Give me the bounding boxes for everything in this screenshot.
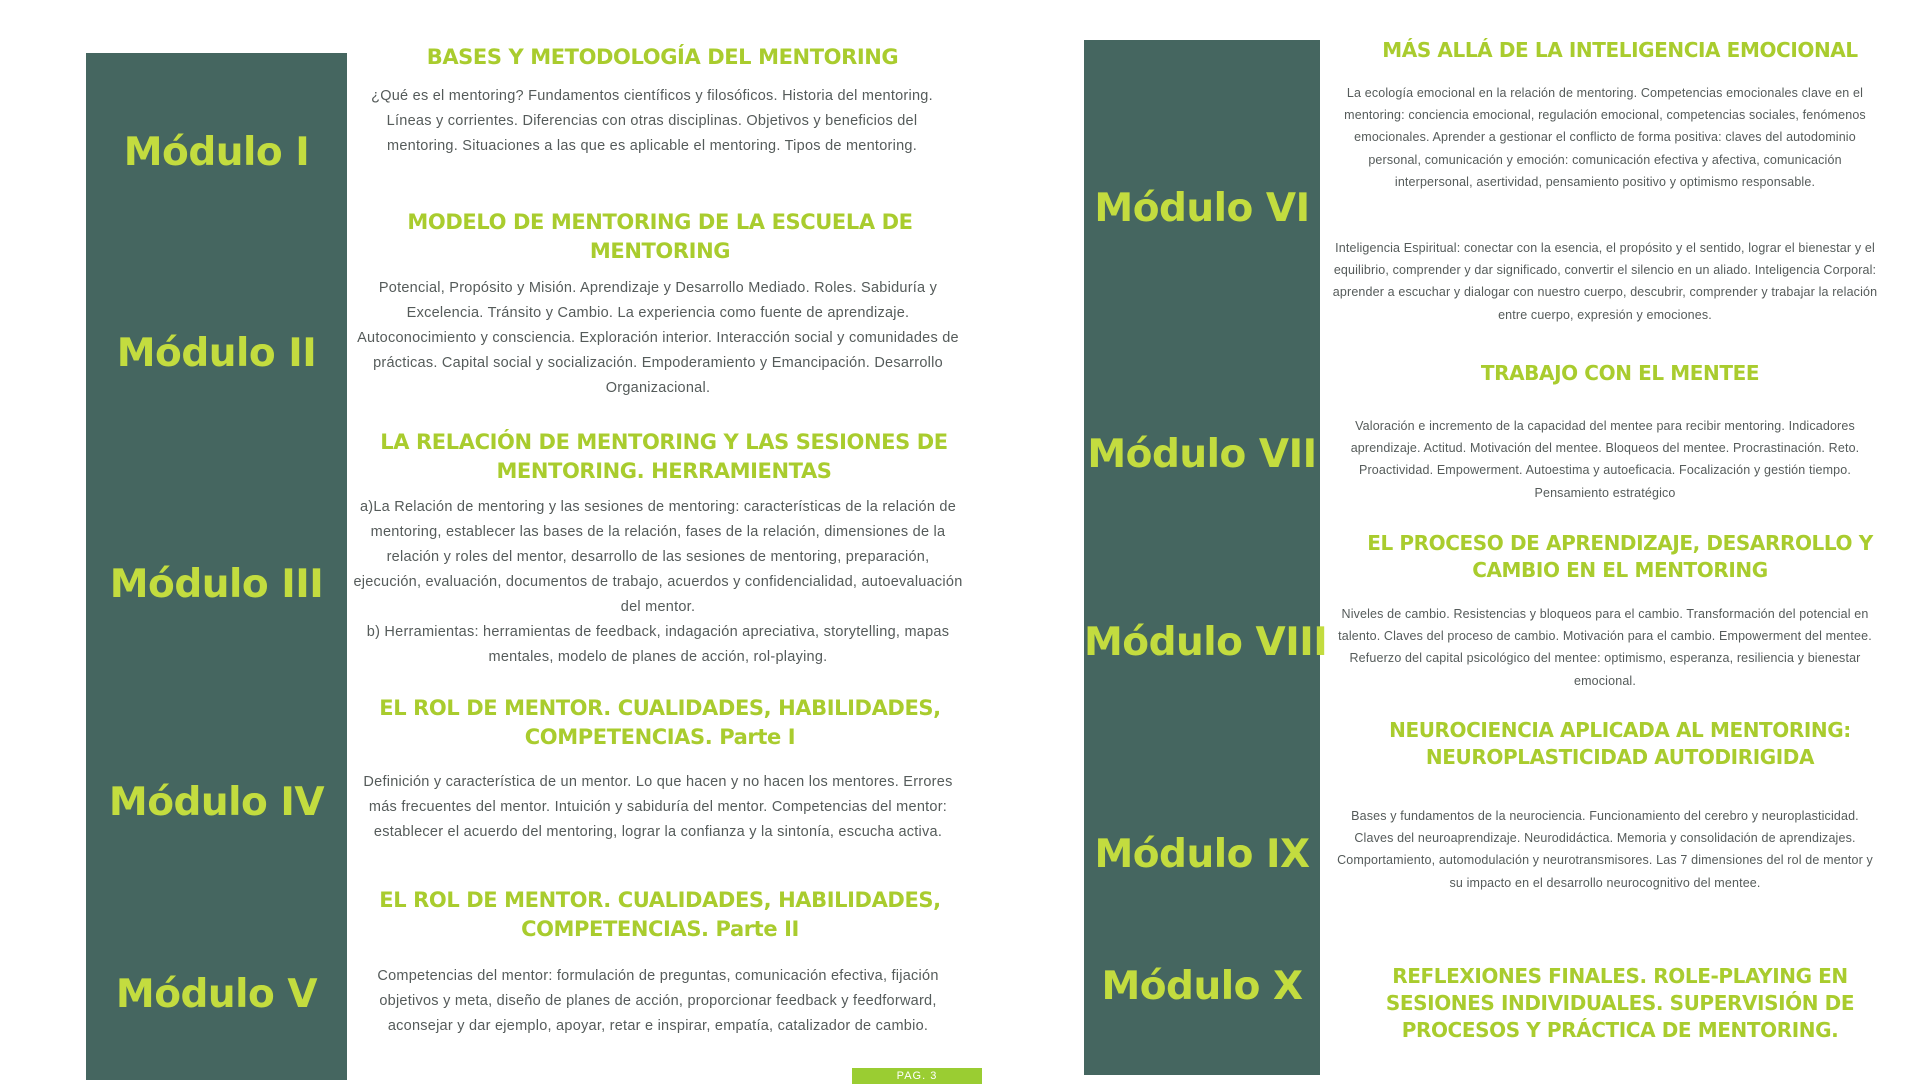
module-title: LA RELACIÓN DE MENTORING Y LAS SESIONES DE MENTORING. HERRAMIENTAS bbox=[380, 430, 948, 483]
right-page bbox=[1000, 0, 1920, 1080]
module-description: a)La Relación de mentoring y las sesiones de mentoring: características de la relación de mentoring, establecer las bases de la relación, fases de la relación, dimensiones de la relación y roles del mentor, desarrollo de las sesiones de mentoring, preparación, ejecución, evaluación, documentos de trabajo, acuerdos y confidencialidad, autoevaluación del mentor. bbox=[353, 499, 963, 615]
section-title: EL PROCESO DE APRENDIZAJE, DESARROLLO Y CAMBIO EN EL MENTORING bbox=[1367, 531, 1873, 582]
module-label: Módulo X bbox=[1101, 964, 1303, 1009]
module-title: BASES Y METODOLOGÍA DEL MENTORING bbox=[426, 45, 899, 69]
section-title: REFLEXIONES FINALES. ROLE-PLAYING EN SESIONES INDIVIDUALES. SUPERVISIÓN DE PROCESOS Y PRÁCTICA DE MENTORING. bbox=[1385, 964, 1855, 1042]
module-description: Definición y característica de un mentor. Lo que hacen y no hacen los mentores. Errores más frecuentes del mentor. Intuición y sabiduría del mentor. Competencias del mentor: establecer el acuerdo del mentoring, lograr la confianza y la sintonía, escucha activa. bbox=[363, 774, 953, 840]
module-title: MODELO DE MENTORING DE LA ESCUELA DE MENTORING bbox=[407, 210, 913, 263]
module-label: Módulo VII bbox=[1087, 432, 1317, 477]
module-title: EL ROL DE MENTOR. CUALIDADES, HABILIDADES, COMPETENCIAS. Parte I bbox=[379, 696, 941, 749]
module-description: ¿Qué es el mentoring? Fundamentos científicos y filosóficos. Historia del mentoring. Líneas y corrientes. Diferencias con otras disciplinas. Objetivos y beneficios del mentoring. Situaciones a las que es aplicable el mentoring. Tipos de mentoring. bbox=[371, 88, 933, 154]
module-label: Módulo VI bbox=[1094, 186, 1310, 231]
page-number: PAG. 3 bbox=[852, 1068, 982, 1084]
module-label: Módulo IV bbox=[108, 780, 325, 825]
module-label: Módulo III bbox=[109, 562, 324, 607]
module-description: Potencial, Propósito y Misión. Aprendizaje y Desarrollo Mediado. Roles. Sabiduría y Excelencia. Tránsito y Cambio. La experiencia como fuente de aprendizaje. Autoconocimiento y consciencia. Exploración interior. Interacción social y comunidades de prácticas. Capital social y socialización. Empoderamiento y Emancipación. Desarrollo Organizacional. bbox=[357, 280, 959, 396]
module-label: Módulo II bbox=[116, 331, 317, 376]
section-title: MÁS ALLÁ DE LA INTELIGENCIA EMOCIONAL bbox=[1382, 38, 1858, 62]
module-label: Módulo VIII bbox=[1084, 620, 1328, 665]
module-description: b) Herramientas: herramientas de feedback, indagación apreciativa, storytelling, mapas mentales, modelo de planes de acción, rol-playing. bbox=[366, 624, 950, 665]
section-description: Inteligencia Espiritual: conectar con la esencia, el propósito y el sentido, lograr el bienestar y el equilibrio, comprender y dar significado, convertir el silencio en un aliado. Inteligencia Corporal: aprender a escuchar y dialogar con nuestro cuerpo, descubrir, comprender y trabajar la relación entre cuerpo, expresión y emociones. bbox=[1332, 241, 1878, 322]
module-description: Competencias del mentor: formulación de preguntas, comunicación efectiva, fijación objetivos y meta, diseño de planes de acción, proporcionar feedback y feedforward, aconsejar y dar ejemplo, apoyar, retar e inspirar, empatía, catalizador de cambio. bbox=[377, 968, 939, 1034]
section-description: Niveles de cambio. Resistencias y bloqueos para el cambio. Transformación del potencial en talento. Claves del proceso de cambio. Motivación para el cambio. Empowerment del mentee. Refuerzo del capital psicológico del mentee: optimismo, esperanza, resiliencia y bienestar emocional. bbox=[1338, 607, 1872, 688]
section-description: La ecología emocional en la relación de mentoring. Competencias emocionales clave en el mentoring: conciencia emocional, regulación emocional, competencias sociales, fenómenos emocionales. Aprender a gestionar el conflicto de forma positiva: claves del autodominio personal, comunicación y emoción: comunicación efectiva y afectiva, comunicación interpersonal, asertividad, pensamiento positivo y optimismo responsable. bbox=[1344, 86, 1866, 189]
section-title: TRABAJO CON EL MENTEE bbox=[1480, 361, 1760, 385]
section-description: Valoración e incremento de la capacidad del mentee para recibir mentoring. Indicadores aprendizaje. Actitud. Motivación del mentee. Bloqueos del mentee. Procrastinación. Reto. Proactividad. Empowerment. Autoestima y autoeficacia. Focalización y gestión tiempo. Pensamiento estratégico bbox=[1350, 419, 1860, 500]
module-label: Módulo V bbox=[115, 972, 318, 1017]
module-label: Módulo IX bbox=[1094, 832, 1310, 877]
module-title: EL ROL DE MENTOR. CUALIDADES, HABILIDADES, COMPETENCIAS. Parte II bbox=[379, 888, 941, 941]
section-title: NEUROCIENCIA APLICADA AL MENTORING: NEUROPLASTICIDAD AUTODIRIGIDA bbox=[1389, 718, 1851, 769]
module-label: Módulo I bbox=[123, 130, 310, 175]
section-description: Bases y fundamentos de la neurociencia. Funcionamiento del cerebro y neuroplasticidad. Claves del neuroaprendizaje. Neurodidáctica. Memoria y consolidación de aprendizajes. Comportamiento, automodulación y neurotransmisores. Las 7 dimensiones del rol de mentor y su impacto en el desarrollo neurocognitivo del mentee. bbox=[1337, 809, 1873, 890]
